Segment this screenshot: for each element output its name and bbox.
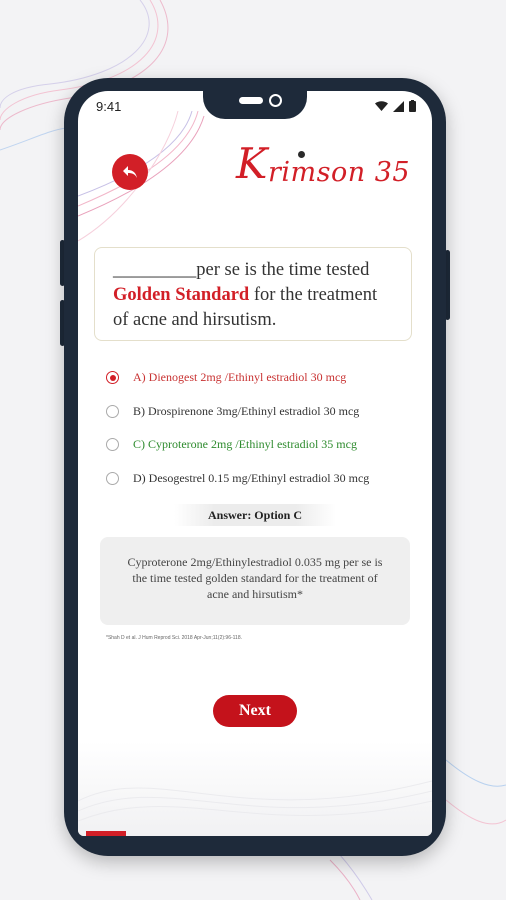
explanation-box: Cyproterone 2mg/Ethinylestradiol 0.035 mg per se is the time tested golden standard for the treatment of acne and hirsutism* (100, 537, 410, 625)
back-button[interactable] (112, 154, 148, 190)
answer-options (106, 361, 416, 495)
bottom-accent-bar (86, 831, 126, 836)
bottom-wave-decoration (78, 741, 432, 836)
answer-label: Answer: Option C (174, 504, 336, 526)
status-time: 9:41 (96, 99, 122, 114)
radio-c[interactable] (106, 438, 119, 451)
logo-text: rimson 35 (268, 157, 411, 188)
option-a-label: A) Dienogest 2mg /Ethinyl estradiol 30 mcg (133, 370, 347, 385)
option-b[interactable] (106, 395, 416, 429)
phone-notch (203, 91, 307, 119)
option-c[interactable] (106, 428, 416, 462)
camera-icon (269, 94, 282, 107)
back-arrow-icon (122, 165, 138, 179)
signal-icon (393, 101, 404, 112)
question-box (94, 247, 412, 341)
radio-b[interactable] (106, 405, 119, 418)
radio-a[interactable] (106, 371, 119, 384)
next-button[interactable]: Next (213, 695, 297, 727)
speaker-icon (239, 97, 263, 104)
reference-footnote: *Shah D et al. J Hum Reprod Sci. 2018 Apr-Jun;11(2):96-118. (106, 635, 242, 641)
app-screen (78, 91, 432, 836)
question-text-1: per se is the time tested (196, 260, 370, 280)
wifi-icon (375, 101, 388, 111)
radio-d[interactable] (106, 472, 119, 485)
option-a[interactable] (106, 361, 416, 395)
status-icons (375, 100, 416, 112)
option-c-label: C) Cyproterone 2mg /Ethinyl estradiol 35 mcg (133, 437, 357, 452)
battery-icon (409, 100, 416, 112)
question-blank: _________ (113, 260, 197, 280)
option-d[interactable] (106, 462, 416, 496)
question-highlight: Golden Standard (113, 285, 250, 305)
option-b-label: B) Drospirenone 3mg/Ethinyl estradiol 30 mcg (133, 403, 360, 418)
krimson-35-logo (236, 139, 416, 203)
option-d-label: D) Desogestrel 0.15 mg/Ethinyl estradiol 30 mcg (133, 470, 370, 485)
logo-initial: K (236, 139, 268, 188)
question-text-2: for the treatment of acne and hirsutism. (113, 285, 378, 330)
